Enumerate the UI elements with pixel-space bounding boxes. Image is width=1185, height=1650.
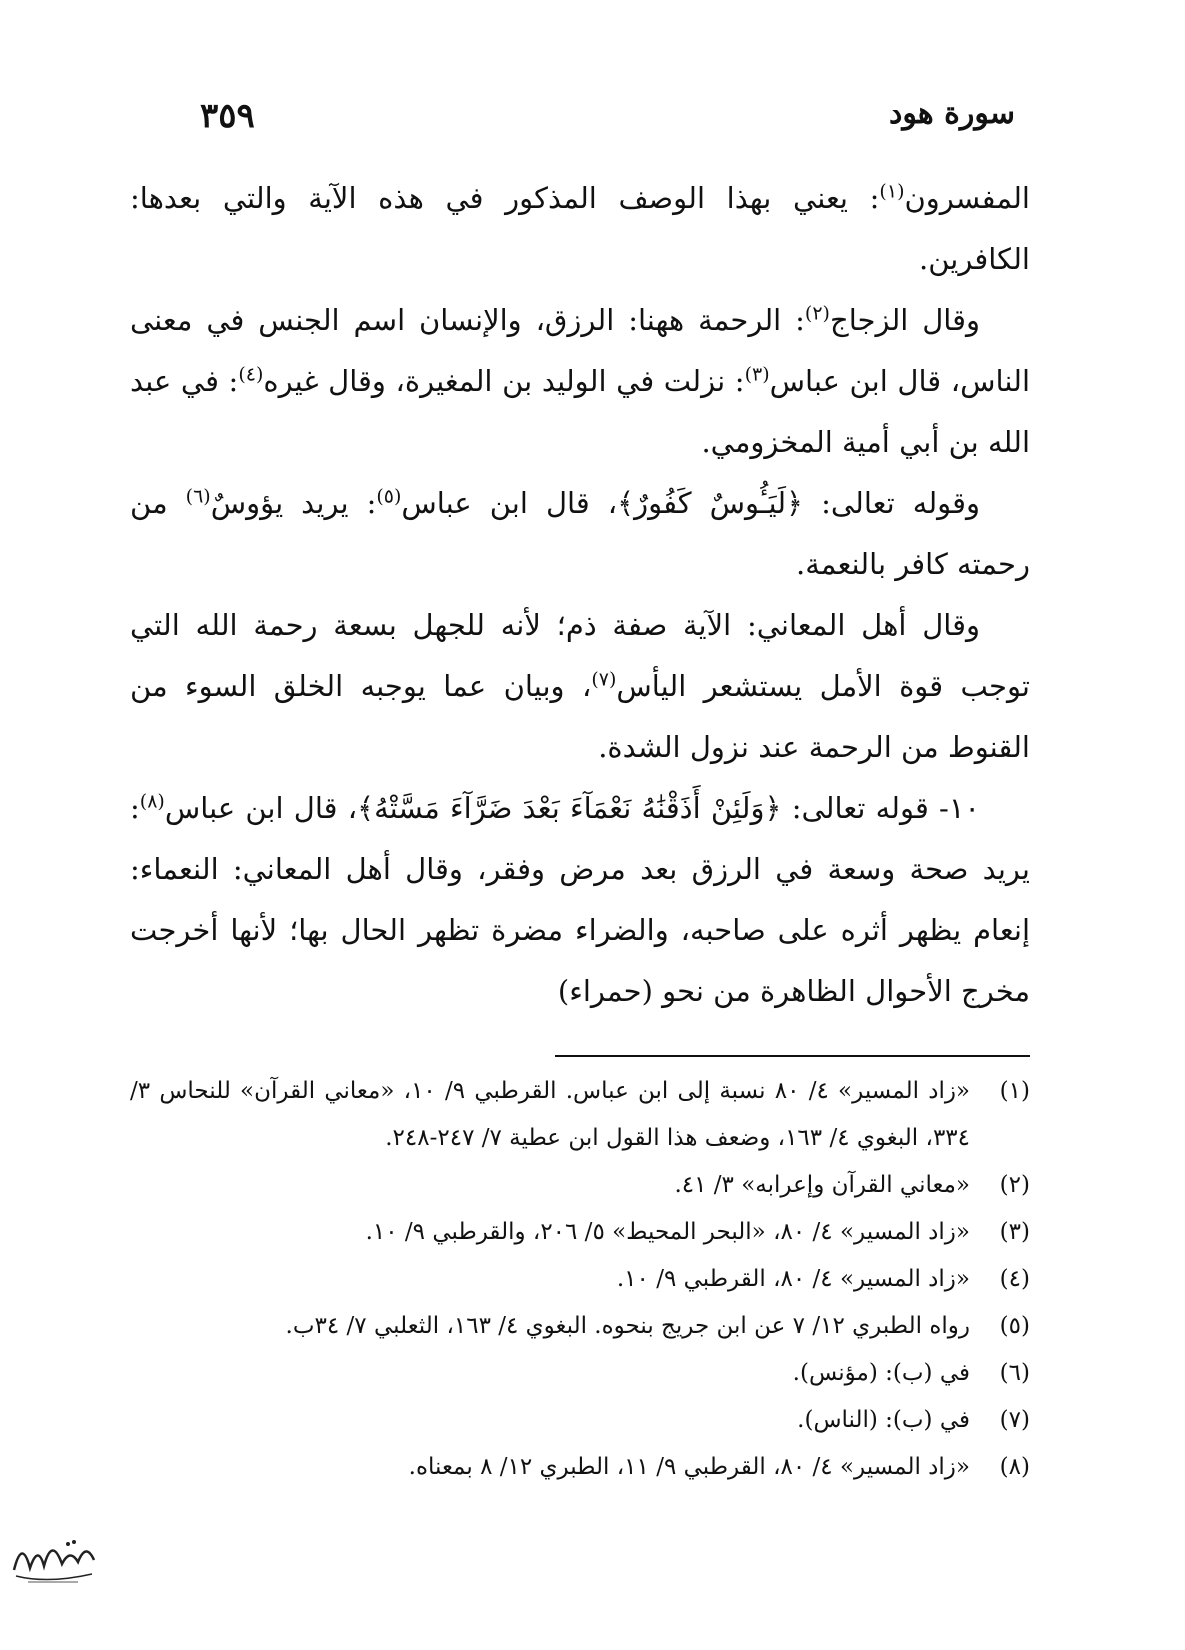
footnote-item [130, 1256, 1030, 1303]
footnote-item [130, 1303, 1030, 1350]
text-span: : يريد يؤوسٌ [210, 486, 377, 520]
footnote-ref-4: (٤) [238, 363, 264, 386]
footnote-item [130, 1209, 1030, 1256]
library-seal-logo-icon [8, 1530, 98, 1590]
text-span: : في عبد الله بن أبي أمية المخزومي. [130, 364, 1030, 459]
footnote-text: رواه الطبري ١٢/ ٧ عن ابن جريج بنحوه. البغوي ٤/ ١٦٣، الثعلبي ٧/ ٣٤ب. [285, 1313, 970, 1339]
footnote-text: «زاد المسير» ٤/ ٨٠، «البحر المحيط» ٥/ ٢٠٦، والقرطبي ٩/ ١٠. [365, 1219, 970, 1245]
footnote-number: (٢) [999, 1172, 1030, 1198]
footnote-text: في (ب): (مؤنس). [792, 1360, 970, 1386]
text-span: وقوله تعالى: [803, 486, 980, 520]
text-span: وقال الزجاج [829, 303, 981, 337]
text-span: ، قال ابن عباس [164, 791, 358, 825]
text-span: ، قال ابن عباس [401, 486, 618, 520]
text-span: وقال أهل المعاني: الآية صفة ذم؛ لأنه للجهل بسعة رحمة الله التي توجب قوة الأمل يستشعر اليأس [130, 608, 1031, 703]
quran-verse: ﴿لَيَـُٔوسٌ كَفُورٌ﴾ [617, 486, 804, 520]
text-span: : يعني بهذا الوصف المذكور في هذه الآية والتي بعدها: الكافرين. [130, 181, 1030, 276]
footnote-text: «زاد المسير» ٤/ ٨٠، القرطبي ٩/ ١١، الطبري ١٢/ ٨ بمعناه. [408, 1454, 970, 1480]
text-span: : الرحمة ههنا: الرزق، والإنسان اسم الجنس في معنى الناس، قال ابن عباس [130, 303, 1030, 398]
text-span: ، وبيان عما يوجبه الخلق السوء من القنوط من الرحمة عند نزول الشدة. [130, 669, 1030, 764]
text-span: : نزلت في الوليد بن المغيرة، وقال غيره [263, 364, 745, 398]
footnote-ref-7: (٧) [591, 668, 617, 691]
text-span: من رحمته كافر بالنعمة. [130, 486, 1030, 581]
footnote-item [130, 1444, 1030, 1491]
text-span: المفسرون [904, 181, 1030, 215]
main-text [130, 168, 1030, 1022]
paragraph-1 [130, 168, 1030, 290]
paragraph-5 [130, 778, 1030, 1022]
text-span: ١٠- قوله تعالى: [781, 791, 981, 825]
paragraph-2 [130, 290, 1030, 473]
footnote-item [130, 1162, 1030, 1209]
running-title: سورة هود [889, 96, 1015, 131]
footnote-item [130, 1068, 1030, 1162]
footnote-number: (٧) [999, 1407, 1030, 1433]
footnote-number: (١) [999, 1078, 1030, 1104]
footnote-ref-6: (٦) [185, 485, 211, 508]
footnote-text: في (ب): (الناس). [797, 1407, 970, 1433]
footnote-ref-5: (٥) [376, 485, 402, 508]
footnote-item [130, 1350, 1030, 1397]
quran-verse: ﴿وَلَئِنْ أَذَقْنَٰهُ نَعْمَآءَ بَعْدَ ضَرَّآءَ مَسَّتْهُ﴾ [357, 791, 782, 825]
paragraph-3 [130, 473, 1030, 595]
footnote-ref-3: (٣) [744, 363, 770, 386]
paragraph-4 [130, 595, 1030, 778]
footnote-number: (٤) [999, 1266, 1030, 1292]
footnote-divider [555, 1055, 1030, 1057]
footnote-number: (٥) [999, 1313, 1030, 1339]
footnote-number: (٦) [999, 1360, 1030, 1386]
page-number: ٣٥٩ [200, 96, 255, 136]
footnote-number: (٨) [999, 1454, 1030, 1480]
library-seal-logo-icon [8, 1530, 98, 1590]
footnote-number: (٣) [999, 1219, 1030, 1245]
footnote-ref-2: (٢) [804, 302, 830, 325]
footnote-text: «زاد المسير» ٤/ ٨٠ نسبة إلى ابن عباس. القرطبي ٩/ ١٠، «معاني القرآن» للنحاس ٣/ ٣٣٤، البغوي ٤/ ١٦٣، وضعف هذا القول ابن عطية ٧/ ٢٤٧-٢٤٨. [130, 1078, 971, 1151]
footnote-text: «معاني القرآن وإعرابه» ٣/ ٤١. [674, 1172, 970, 1198]
footnote-ref-8: (٨) [139, 790, 165, 813]
footnote-text: «زاد المسير» ٤/ ٨٠، القرطبي ٩/ ١٠. [616, 1266, 970, 1292]
footnotes [130, 1068, 1030, 1491]
footnote-ref-1: (١) [879, 180, 905, 203]
footnote-item [130, 1397, 1030, 1444]
text-span: : يريد صحة وسعة في الرزق بعد مرض وفقر، وقال أهل المعاني: النعماء: إنعام يظهر أثره على صاحبه، والضراء مضرة تظهر الحال بها؛ لأنها أخرجت مخرج الأحوال الظاهرة من نحو (حمراء) [130, 791, 1030, 1008]
page-header [200, 96, 1015, 146]
